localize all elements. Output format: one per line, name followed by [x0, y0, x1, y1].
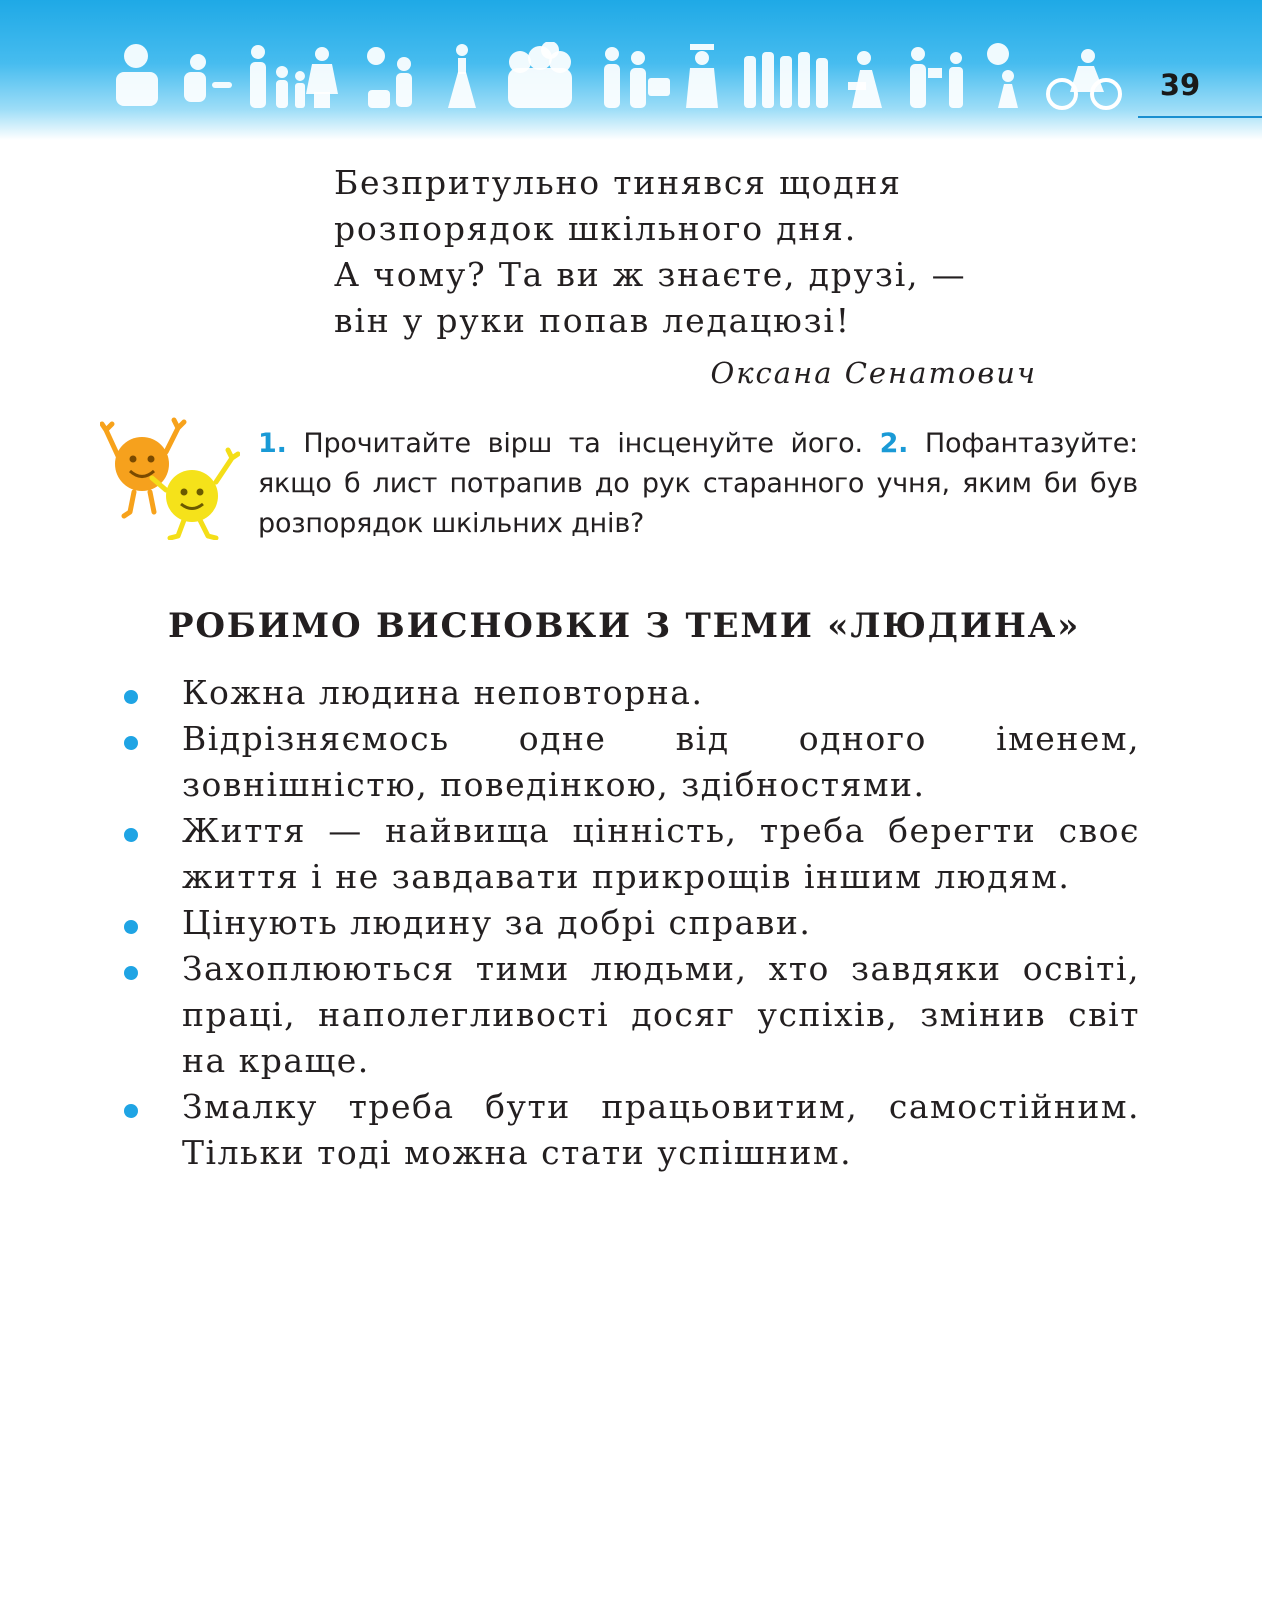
list-item-text: Цінують людину за добрі справи.: [182, 903, 812, 942]
task-text: [258, 424, 1138, 544]
list-item-text: Відрізняємось одне від одного іменем, зовнішністю, поведінкою, здібностями.: [182, 719, 1140, 804]
bullet-icon: [124, 966, 138, 980]
people-silhouettes-icon: [112, 42, 1132, 114]
list-item: [120, 946, 1140, 1084]
page-number-rule: [1138, 116, 1262, 118]
list-item: [120, 1084, 1140, 1176]
list-item: [120, 808, 1140, 900]
list-item-text: Життя — найвища цінність, треба берегти своє життя і не завдавати прикрощів іншим людям.: [182, 811, 1140, 896]
poem-line: він у руки попав ледацюзі!: [334, 301, 851, 340]
list-item-text: Змалку треба бути працьовитим, самостійним. Тільки тоді можна стати успішним.: [182, 1087, 1140, 1172]
list-item-text: Кожна людина неповторна.: [182, 673, 704, 712]
list-item: [120, 900, 1140, 946]
task-number-2: 2.: [879, 428, 909, 459]
task-number-1: 1.: [258, 428, 287, 459]
header-band: [0, 0, 1262, 140]
list-item: [120, 716, 1140, 808]
poem-line: розпорядок шкільного дня.: [334, 209, 858, 248]
poem-author: Оксана Сенатович: [710, 356, 1037, 390]
task-item-1: Прочитайте вірш та інсценуйте його.: [286, 428, 880, 459]
bullet-icon: [124, 1104, 138, 1118]
task-item-2: Пофантазуйте: якщо б лист потрапив до рук старанного учня, яким би був розпорядок шкільних днів?: [258, 428, 1138, 539]
two-smiling-sun-characters-icon: [100, 416, 240, 540]
list-item: [120, 670, 1140, 716]
section-title: РОБИМО ВИСНОВКИ З ТЕМИ «ЛЮДИНА»: [168, 606, 1081, 646]
list-item-text: Захоплюються тими людьми, хто завдяки освіті, праці, наполегливості досяг успіхів, змінив світ на краще.: [182, 949, 1140, 1080]
bullet-icon: [124, 828, 138, 842]
page-number: 39: [1159, 68, 1201, 102]
bullet-icon: [124, 690, 138, 704]
conclusions-list: [120, 670, 1140, 1176]
poem-line: Безпритульно тинявся щодня: [334, 163, 902, 202]
poem-line: А чому? Та ви ж знаєте, друзі, —: [334, 255, 967, 294]
poem: [334, 160, 1074, 344]
bullet-icon: [124, 736, 138, 750]
bullet-icon: [124, 920, 138, 934]
